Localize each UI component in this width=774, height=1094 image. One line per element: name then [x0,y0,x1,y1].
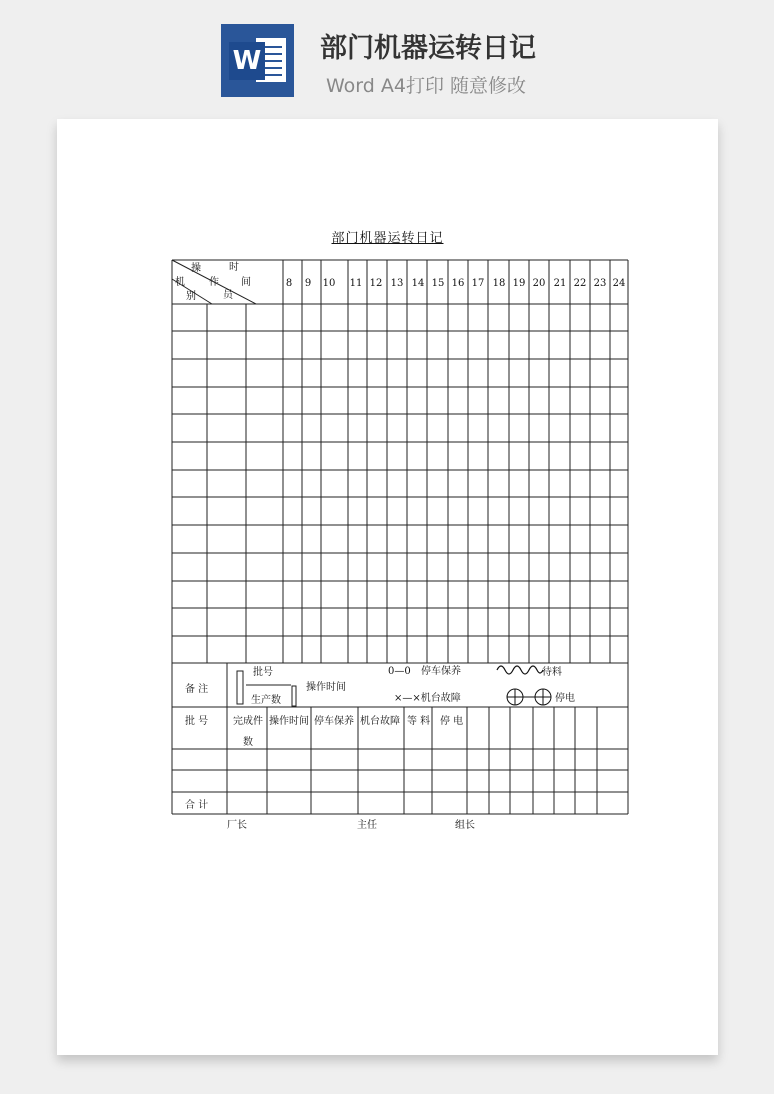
word-icon [221,24,294,97]
hour-label: 23 [593,278,607,289]
banner [0,0,774,110]
banner-subtitle: Word A4打印 随意修改 [326,75,527,97]
legend-maintenance-symbol: 0—0 [388,666,411,677]
legend-power-outage: 停电 [555,693,575,704]
summary-col-op-time: 操作时间 [269,716,309,727]
footer-supervisor: 主任 [357,820,377,831]
hour-labels [286,278,626,289]
hour-label: 12 [369,278,383,289]
header-machine-1: 机 [175,277,185,288]
summary-col-completed-2: 数 [243,737,253,748]
summary-col-breakdown: 机台故障 [360,716,400,727]
header-machine-2: 别 [186,291,196,302]
hour-label: 22 [573,278,587,289]
legend-material-wait: 待料 [542,667,562,678]
summary-col-material: 等 料 [407,716,431,727]
legend-batch-no: 批号 [253,667,273,678]
summary-batch-label: 批 号 [185,716,209,727]
legend-label: 备 注 [185,684,209,695]
header-time-1: 时 [229,262,239,273]
summary-col-completed: 完成件 [233,716,263,727]
hour-label: 13 [390,278,404,289]
header-time-2: 间 [241,277,251,288]
legend-production-qty: 生产数 [251,695,281,706]
header-operator-3: 员 [223,290,233,301]
log-table [57,119,718,1055]
footer-team-leader: 组长 [455,820,475,831]
summary-col-power: 停 电 [440,716,464,727]
hour-label: 10 [322,278,336,289]
hour-label: 11 [349,278,363,289]
table-grid [172,260,628,814]
hour-label: 19 [512,278,526,289]
hour-label: 21 [553,278,567,289]
banner-title: 部门机器运转日记 [320,33,536,64]
header-operator-2: 作 [209,277,219,288]
hour-label: 15 [431,278,445,289]
hour-label: 18 [492,278,506,289]
footer-factory-manager: 厂长 [227,820,247,831]
hour-label: 9 [304,278,312,289]
batch-bracket-left-icon [237,671,243,704]
summary-total-label: 合 计 [185,800,209,811]
legend-breakdown: ×—×机台故障 [394,693,461,704]
header-operator-1: 操 [191,263,201,274]
hour-label: 17 [471,278,485,289]
hour-label: 14 [411,278,425,289]
legend-operation-time: 操作时间 [306,682,346,693]
hour-label: 16 [451,278,465,289]
document-title: 部门机器运转日记 [331,231,444,246]
hour-label: 8 [285,278,293,289]
legend-maintenance: 停车保养 [421,666,461,677]
hour-label: 20 [532,278,546,289]
hour-label: 24 [612,278,626,289]
word-logo-letter: W [229,42,265,80]
wavy-line-icon [497,666,543,674]
document-page [57,119,718,1055]
batch-bracket-right-icon [292,686,296,706]
summary-col-maintenance: 停车保养 [314,716,354,727]
